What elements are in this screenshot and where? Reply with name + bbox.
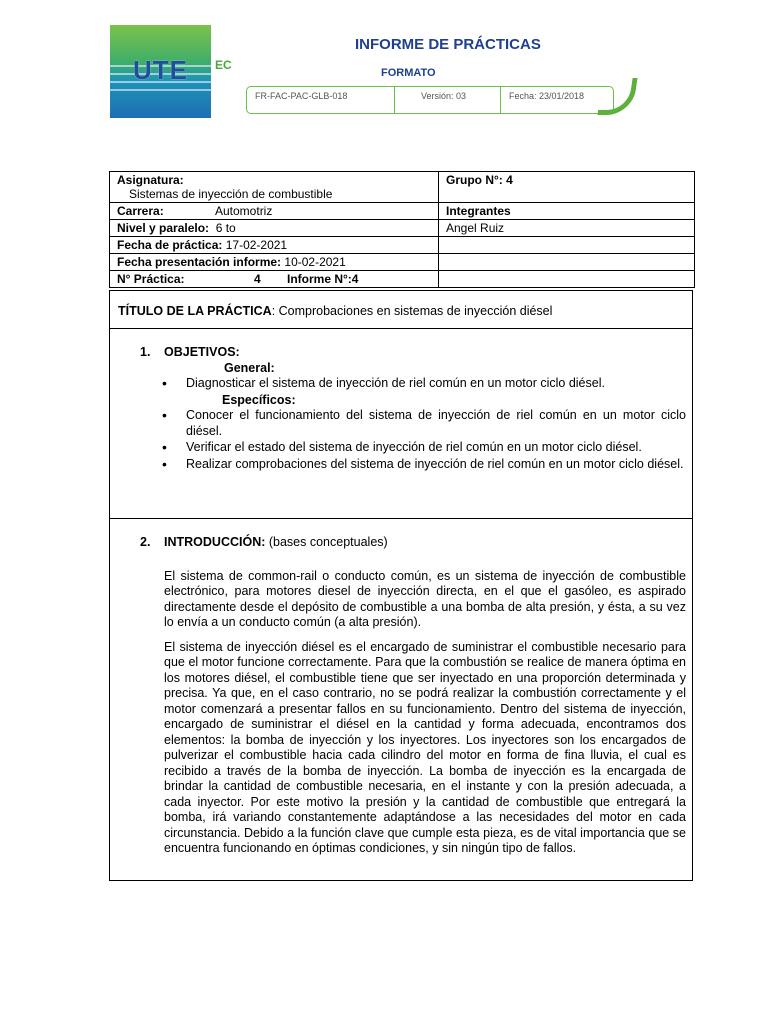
document-title: INFORME DE PRÁCTICAS (355, 36, 541, 53)
asignatura-cell (110, 172, 439, 203)
objetivos-section (110, 329, 692, 519)
nivel-label: Nivel y paralelo: (117, 221, 210, 235)
fecha-practica-cell (110, 237, 439, 254)
integrante-1: Angel Ruiz (439, 220, 695, 237)
introduccion-heading: INTRODUCCIÓN: (164, 535, 266, 549)
integrante-2 (439, 237, 695, 254)
nivel-cell (110, 220, 439, 237)
introduccion-heading-row (140, 535, 686, 551)
title-section (110, 291, 692, 329)
list-item: • Verificar el estado del sistema de inyección de riel común en un motor ciclo diésel. (186, 440, 686, 456)
asignatura-label: Asignatura: (117, 173, 184, 187)
list-item: • Realizar comprobaciones del sistema de inyección de riel común en un motor ciclo diésel. (186, 457, 686, 473)
introduccion-section (110, 519, 692, 880)
informe-label: Informe N°:4 (287, 272, 359, 286)
info-table (109, 171, 695, 288)
fecha-practica-value: 17-02-2021 (225, 238, 288, 252)
objetivos-heading-row (140, 345, 686, 361)
general-list (140, 376, 686, 392)
practica-label: N° Práctica: (117, 272, 185, 286)
logo-suffix: EC (215, 58, 232, 72)
introduccion-number: 2. (140, 535, 151, 549)
report-body (109, 290, 693, 881)
carrera-value: Automotriz (215, 204, 273, 218)
introduccion-paragraph-1: El sistema de common-rail o conducto común, es un sistema de inyección de combustible electrónico, para motores diesel de inyección directa, en el que el gasóleo, es aspirado directamente desde el depósito de combustible a una bomba de alta presión, y ésta, a su vez lo envía a un conducto común (a alta presión). (164, 568, 686, 629)
especificos-list (140, 408, 686, 472)
practica-value: 4 (254, 272, 261, 286)
title-label: TÍTULO DE LA PRÁCTICA (118, 304, 272, 318)
grupo-label: Grupo N°: 4 (439, 172, 695, 203)
document-subtitle: FORMATO (381, 67, 436, 79)
fecha-presentacion-value: 10-02-2021 (284, 255, 346, 269)
objetivos-number: 1. (140, 345, 151, 359)
document-meta-box (246, 86, 614, 114)
fecha-practica-label: Fecha de práctica: (117, 238, 223, 252)
asignatura-value: Sistemas de inyección de combustible (129, 187, 333, 201)
ute-logo (110, 25, 211, 118)
carrera-label: Carrera: (117, 204, 164, 218)
list-item: • Diagnosticar el sistema de inyección de riel común en un motor ciclo diésel. (186, 376, 686, 392)
document-code: FR-FAC-PAC-GLB-018 (247, 87, 395, 113)
general-label: General: (224, 360, 275, 375)
fecha-presentacion-label: Fecha presentación informe: (117, 255, 282, 269)
document-version: Versión: 03 (395, 87, 501, 113)
integrantes-label: Integrantes (439, 203, 695, 220)
objetivos-heading: OBJETIVOS: (164, 345, 240, 359)
especificos-label: Específicos: (222, 392, 296, 407)
fecha-presentacion-cell (110, 254, 439, 271)
practica-cell (110, 271, 439, 288)
introduccion-paragraph-2: El sistema de inyección diésel es el encargado de suministrar el combustible necesario para que el motor funcione correctamente. Para que la combustión se realice de manera óptima en los motores diésel, el combustible tiene que ser inyectado en una proporción determinada y precisa. Ya que, en el caso contrario, no se podrá realizar la combustión correctamente y el motor comenzará a presentar fallos en su funcionamiento. Dentro del sistema de inyección, encargado de suministrar el diésel en la cantidad y forma adecuada, encontramos dos elementos: la bomba de inyección y los inyectores. Los inyectores son los encargados de pulverizar el combustible hacia cada cilindro del motor en forma de fina lluvia, el cual es recibido a través de la bomba de inyección. La bomba de inyección es la encargada de brindar la cantidad de combustible necesaria, en el instante y con la presión adecuada, a cada inyector. Por este motivo la presión y la cantidad de combustible que entregará la bomba, irá variando constantemente adaptándose a las necesidades del motor en cada circunstancia. Debido a la función clave que cumple esta pieza, es de vital importancia que se encuentra funcionando en óptimas condiciones, y sin ningún tipo de fallos. (164, 639, 686, 855)
title-value: : Comprobaciones en sistemas de inyección diésel (271, 304, 553, 318)
nivel-value: 6 to (215, 221, 236, 235)
integrante-4 (439, 271, 695, 288)
list-item: • Conocer el funcionamiento del sistema de inyección de riel común en un motor ciclo diésel. (186, 408, 686, 439)
document-date: Fecha: 23/01/2018 (509, 91, 585, 101)
logo-text: UTE (133, 55, 188, 85)
carrera-cell (110, 203, 439, 220)
integrante-3 (439, 254, 695, 271)
decorative-swoosh (597, 78, 637, 115)
introduccion-note: (bases conceptuales) (265, 535, 388, 549)
